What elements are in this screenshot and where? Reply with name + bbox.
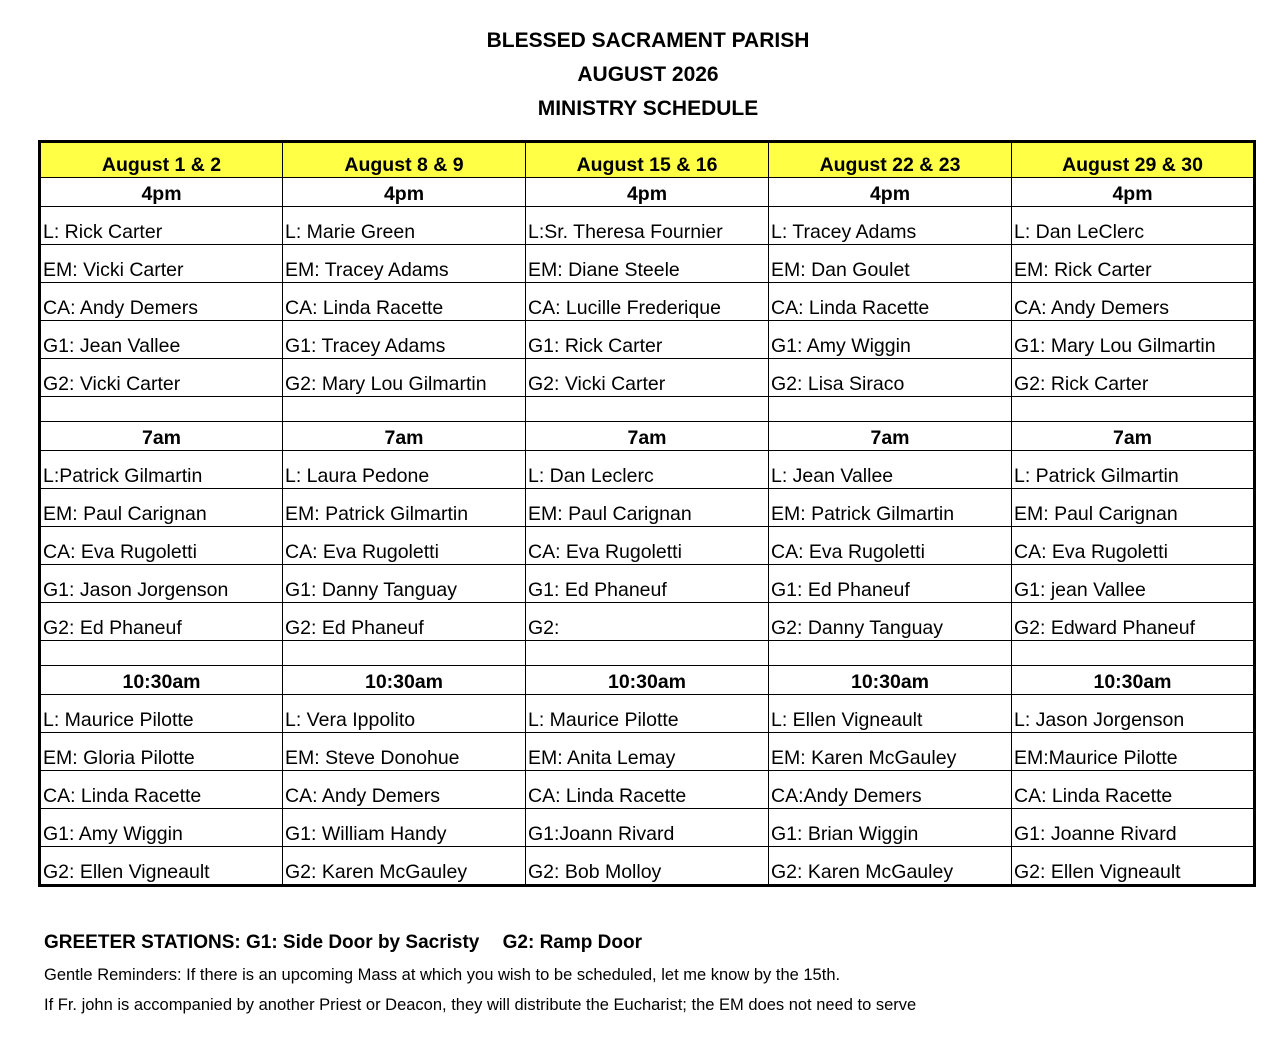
assignment-cell: CA: Eva Rugoletti xyxy=(526,527,769,565)
date-header-cell: August 8 & 9 xyxy=(283,142,526,178)
greeter-station-g2: G2: Ramp Door xyxy=(502,932,642,953)
table-row xyxy=(40,207,1255,245)
assignment-cell: L: Ellen Vigneault xyxy=(769,695,1012,733)
assignment-cell: L:Patrick Gilmartin xyxy=(40,451,283,489)
spacer-cell xyxy=(40,397,283,422)
assignment-cell: EM: Anita Lemay xyxy=(526,733,769,771)
mass-time-cell: 7am xyxy=(283,422,526,451)
assignment-cell: CA: Eva Rugoletti xyxy=(1012,527,1255,565)
assignment-cell: G1: William Handy xyxy=(283,809,526,847)
assignment-cell: G1: jean Vallee xyxy=(1012,565,1255,603)
table-row xyxy=(40,771,1255,809)
assignment-cell: EM: Tracey Adams xyxy=(283,245,526,283)
mass-time-cell: 7am xyxy=(769,422,1012,451)
assignment-cell: G2: Bob Molloy xyxy=(526,847,769,886)
assignment-cell: CA: Linda Racette xyxy=(1012,771,1255,809)
mass-time-cell: 10:30am xyxy=(769,666,1012,695)
mass-time-row xyxy=(40,178,1255,207)
assignment-cell: G1: Danny Tanguay xyxy=(283,565,526,603)
mass-time-cell: 4pm xyxy=(1012,178,1255,207)
assignment-cell: G1:Joann Rivard xyxy=(526,809,769,847)
assignment-cell: G2: Vicki Carter xyxy=(40,359,283,397)
assignment-cell: G1: Jean Vallee xyxy=(40,321,283,359)
gentle-reminder: Gentle Reminders: If there is an upcoming Mass at which you wish to be scheduled, let me know by the 15th. xyxy=(44,966,841,984)
schedule-month: AUGUST 2026 xyxy=(577,63,719,86)
table-row xyxy=(40,603,1255,641)
assignment-cell: L:Sr. Theresa Fournier xyxy=(526,207,769,245)
table-row xyxy=(40,359,1255,397)
assignment-cell: L: Marie Green xyxy=(283,207,526,245)
assignment-cell: EM: Paul Carignan xyxy=(40,489,283,527)
assignment-cell: G2: Vicki Carter xyxy=(526,359,769,397)
mass-time-cell: 4pm xyxy=(283,178,526,207)
assignment-cell: G2: Ed Phaneuf xyxy=(40,603,283,641)
assignment-cell: EM: Paul Carignan xyxy=(1012,489,1255,527)
mass-time-row xyxy=(40,422,1255,451)
assignment-cell: G1: Amy Wiggin xyxy=(769,321,1012,359)
footer-notes xyxy=(44,932,916,1020)
parish-name: BLESSED SACRAMENT PARISH xyxy=(486,29,810,52)
assignment-cell: G1: Jason Jorgenson xyxy=(40,565,283,603)
spacer-row xyxy=(40,397,1255,422)
assignment-cell: CA: Eva Rugoletti xyxy=(283,527,526,565)
table-row xyxy=(40,847,1255,886)
assignment-cell: L: Maurice Pilotte xyxy=(526,695,769,733)
greeter-label: GREETER STATIONS: xyxy=(44,932,241,953)
mass-time-row xyxy=(40,666,1255,695)
assignment-cell: G1: Ed Phaneuf xyxy=(769,565,1012,603)
assignment-cell: EM: Diane Steele xyxy=(526,245,769,283)
assignment-cell: G2: Ellen Vigneault xyxy=(1012,847,1255,886)
assignment-cell: G1: Rick Carter xyxy=(526,321,769,359)
assignment-cell: EM: Karen McGauley xyxy=(769,733,1012,771)
table-row xyxy=(40,809,1255,847)
assignment-cell: CA: Eva Rugoletti xyxy=(40,527,283,565)
assignment-cell: EM: Rick Carter xyxy=(1012,245,1255,283)
spacer-cell xyxy=(40,641,283,666)
assignment-cell: L: Jean Vallee xyxy=(769,451,1012,489)
date-header-row xyxy=(40,142,1255,178)
spacer-cell xyxy=(526,641,769,666)
mass-time-cell: 7am xyxy=(526,422,769,451)
assignment-cell: G2: Karen McGauley xyxy=(283,847,526,886)
greeter-station-g1: G1: Side Door by Sacristy xyxy=(245,932,480,953)
assignment-cell: G2: xyxy=(526,603,769,641)
assignment-cell: CA: Andy Demers xyxy=(1012,283,1255,321)
assignment-cell: CA: Linda Racette xyxy=(526,771,769,809)
table-row xyxy=(40,245,1255,283)
spacer-cell xyxy=(526,397,769,422)
mass-time-cell: 10:30am xyxy=(283,666,526,695)
assignment-cell: G2: Danny Tanguay xyxy=(769,603,1012,641)
assignment-cell: CA: Lucille Frederique xyxy=(526,283,769,321)
date-header-cell: August 15 & 16 xyxy=(526,142,769,178)
assignment-cell: G2: Karen McGauley xyxy=(769,847,1012,886)
table-row xyxy=(40,451,1255,489)
assignment-cell: G2: Ed Phaneuf xyxy=(283,603,526,641)
assignment-cell: G1: Mary Lou Gilmartin xyxy=(1012,321,1255,359)
assignment-cell: EM: Patrick Gilmartin xyxy=(769,489,1012,527)
date-header-cell: August 22 & 23 xyxy=(769,142,1012,178)
spacer-cell xyxy=(1012,641,1255,666)
assignment-cell: CA: Eva Rugoletti xyxy=(769,527,1012,565)
assignment-cell: CA:Andy Demers xyxy=(769,771,1012,809)
spacer-row xyxy=(40,641,1255,666)
assignment-cell: EM: Steve Donohue xyxy=(283,733,526,771)
date-header-cell: August 29 & 30 xyxy=(1012,142,1255,178)
document-title-block xyxy=(0,24,1281,126)
table-row xyxy=(40,489,1255,527)
assignment-cell: CA: Linda Racette xyxy=(283,283,526,321)
spacer-cell xyxy=(1012,397,1255,422)
assignment-cell: CA: Andy Demers xyxy=(283,771,526,809)
assignment-cell: L: Patrick Gilmartin xyxy=(1012,451,1255,489)
table-row xyxy=(40,695,1255,733)
assignment-cell: G2: Edward Phaneuf xyxy=(1012,603,1255,641)
spacer-cell xyxy=(769,397,1012,422)
assignment-cell: EM: Paul Carignan xyxy=(526,489,769,527)
table-row xyxy=(40,321,1255,359)
mass-time-cell: 10:30am xyxy=(40,666,283,695)
spacer-cell xyxy=(283,397,526,422)
table-row xyxy=(40,527,1255,565)
spacer-cell xyxy=(283,641,526,666)
assignment-cell: G1: Amy Wiggin xyxy=(40,809,283,847)
assignment-cell: G2: Lisa Siraco xyxy=(769,359,1012,397)
assignment-cell: G1: Ed Phaneuf xyxy=(526,565,769,603)
assignment-cell: G2: Ellen Vigneault xyxy=(40,847,283,886)
assignment-cell: L: Vera Ippolito xyxy=(283,695,526,733)
spacer-cell xyxy=(769,641,1012,666)
assignment-cell: EM: Vicki Carter xyxy=(40,245,283,283)
mass-time-cell: 4pm xyxy=(769,178,1012,207)
eucharist-note: If Fr. john is accompanied by another Priest or Deacon, they will distribute the Eucharist; the EM does not need to serve xyxy=(44,996,917,1014)
assignment-cell: G1: Joanne Rivard xyxy=(1012,809,1255,847)
greeter-stations xyxy=(44,932,916,954)
mass-time-cell: 7am xyxy=(1012,422,1255,451)
assignment-cell: G1: Tracey Adams xyxy=(283,321,526,359)
mass-time-cell: 10:30am xyxy=(1012,666,1255,695)
mass-time-cell: 7am xyxy=(40,422,283,451)
assignment-cell: L: Jason Jorgenson xyxy=(1012,695,1255,733)
assignment-cell: EM:Maurice Pilotte xyxy=(1012,733,1255,771)
assignment-cell: G2: Mary Lou Gilmartin xyxy=(283,359,526,397)
table-row xyxy=(40,733,1255,771)
assignment-cell: EM: Patrick Gilmartin xyxy=(283,489,526,527)
assignment-cell: L: Maurice Pilotte xyxy=(40,695,283,733)
assignment-cell: EM: Dan Goulet xyxy=(769,245,1012,283)
mass-time-cell: 4pm xyxy=(526,178,769,207)
assignment-cell: CA: Andy Demers xyxy=(40,283,283,321)
assignment-cell: L: Dan Leclerc xyxy=(526,451,769,489)
ministry-schedule-table xyxy=(38,140,1256,887)
date-header-cell: August 1 & 2 xyxy=(40,142,283,178)
assignment-cell: EM: Gloria Pilotte xyxy=(40,733,283,771)
mass-time-cell: 10:30am xyxy=(526,666,769,695)
schedule-subtitle: MINISTRY SCHEDULE xyxy=(537,97,759,120)
assignment-cell: L: Laura Pedone xyxy=(283,451,526,489)
assignment-cell: G1: Brian Wiggin xyxy=(769,809,1012,847)
mass-time-cell: 4pm xyxy=(40,178,283,207)
assignment-cell: L: Tracey Adams xyxy=(769,207,1012,245)
assignment-cell: G2: Rick Carter xyxy=(1012,359,1255,397)
assignment-cell: L: Dan LeClerc xyxy=(1012,207,1255,245)
assignment-cell: CA: Linda Racette xyxy=(40,771,283,809)
assignment-cell: L: Rick Carter xyxy=(40,207,283,245)
table-row xyxy=(40,565,1255,603)
assignment-cell: CA: Linda Racette xyxy=(769,283,1012,321)
table-row xyxy=(40,283,1255,321)
